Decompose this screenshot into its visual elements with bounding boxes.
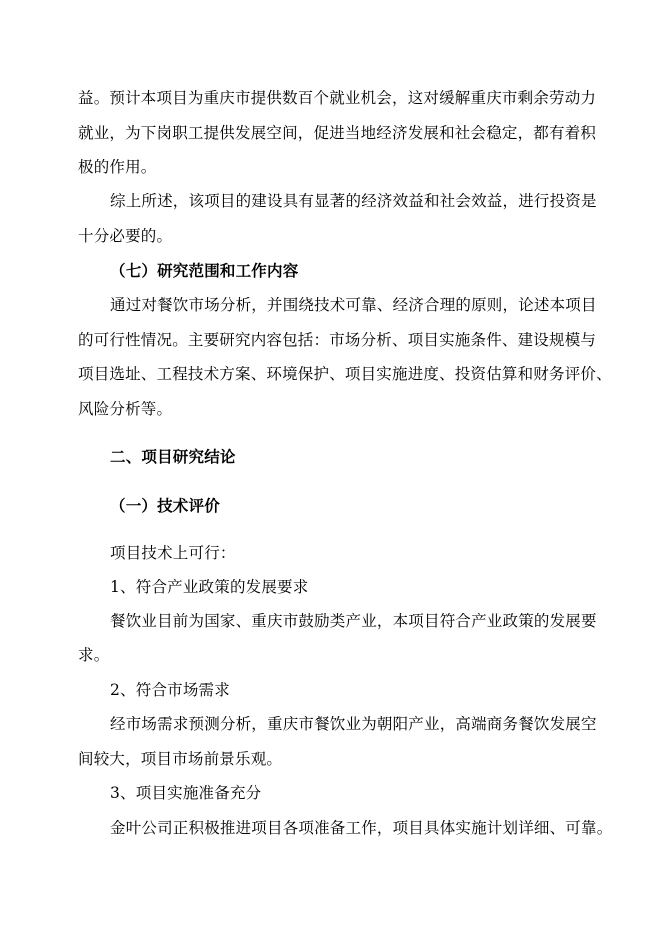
- list-item-heading: 1、符合产业政策的发展要求: [110, 578, 309, 596]
- paragraph-line: 综上所述，该项目的建设具有显著的经济效益和社会效益，进行投资是: [110, 192, 597, 210]
- section-heading: （一）技术评价: [110, 496, 220, 515]
- paragraph-line: 间较大，项目市场前景乐观。: [78, 750, 283, 768]
- paragraph-line: 的可行性情况。主要研究内容包括：市场分析、项目实施条件、建设规模与: [78, 331, 597, 349]
- list-item-heading: 3、项目实施准备充分: [110, 784, 262, 802]
- list-item-heading: 2、符合市场需求: [110, 681, 230, 699]
- paragraph-line: 金叶公司正积极推进项目各项准备工作，项目具体实施计划详细、可靠。: [110, 819, 613, 837]
- paragraph-line: 餐饮业目前为国家、重庆市鼓励类产业，本项目符合产业政策的发展要: [110, 612, 597, 630]
- section-heading: （七）研究范围和工作内容: [110, 261, 299, 280]
- paragraph-line: 就业，为下岗职工提供发展空间，促进当地经济发展和社会稳定，都有着积: [78, 124, 597, 142]
- paragraph-line: 风险分析等。: [78, 400, 173, 418]
- paragraph-line: 益。预计本项目为重庆市提供数百个就业机会，这对缓解重庆市剩余劳动力: [78, 89, 597, 107]
- paragraph-line: 通过对餐饮市场分析，并围绕技术可靠、经济合理的原则，论述本项目: [110, 296, 597, 314]
- chapter-heading: 二、项目研究结论: [110, 447, 236, 466]
- paragraph-line: 项目选址、工程技术方案、环境保护、项目实施进度、投资估算和财务评价、: [78, 365, 612, 383]
- paragraph-line: 十分必要的。: [78, 227, 173, 245]
- paragraph-line: 求。: [78, 646, 110, 664]
- paragraph-line: 极的作用。: [78, 158, 157, 176]
- paragraph-line: 经市场需求预测分析，重庆市餐饮业为朝阳产业，高端商务餐饮发展空: [110, 715, 597, 733]
- paragraph-line: 项目技术上可行：: [110, 544, 236, 562]
